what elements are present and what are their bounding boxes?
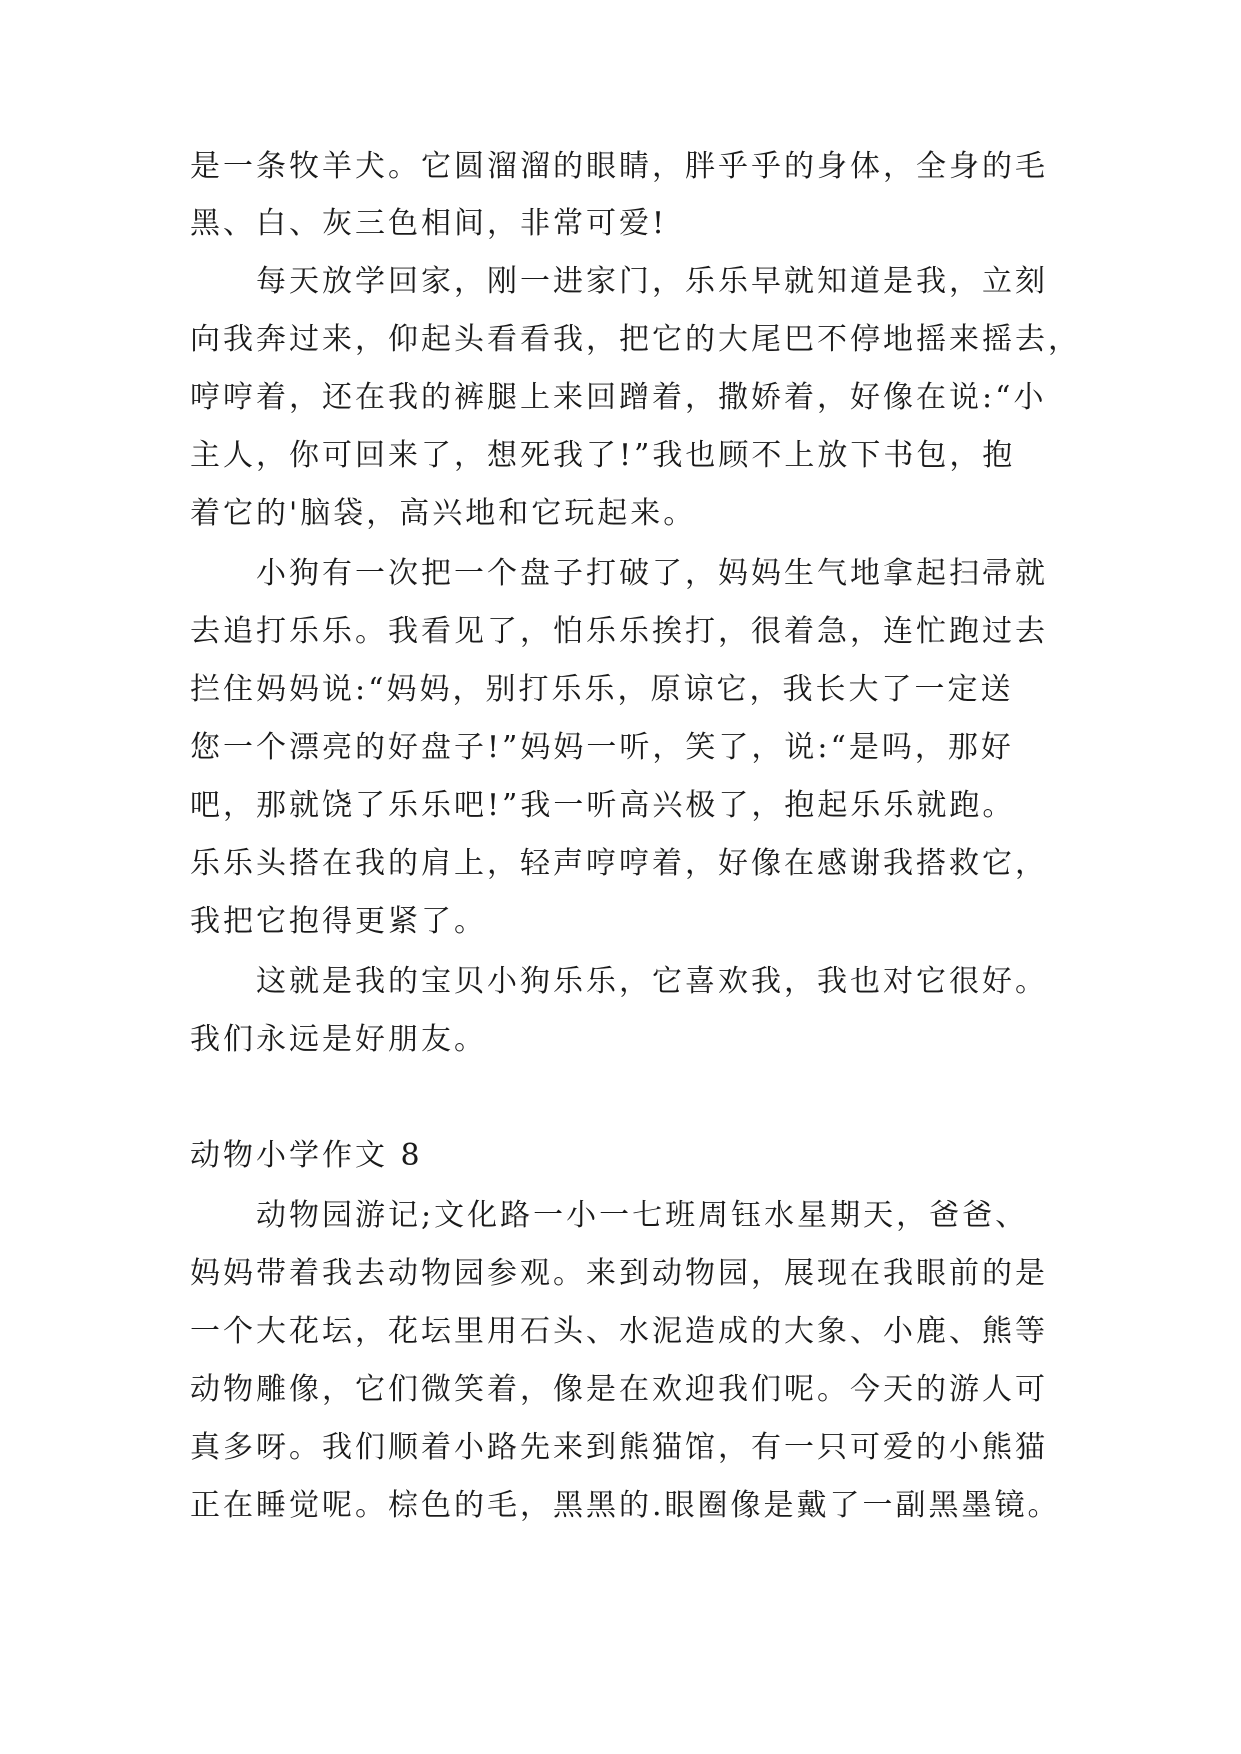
text-line: 乐乐头搭在我的肩上，轻声哼哼着，好像在感谢我搭救它，	[190, 846, 1048, 881]
section-heading: 动物小学作文 8	[190, 1138, 423, 1173]
text-line: 着它的'脑袋，高兴地和它玩起来。	[190, 496, 697, 531]
text-line: 这就是我的宝贝小狗乐乐，它喜欢我，我也对它很好。	[190, 964, 1048, 999]
text-line: 每天放学回家，刚一进家门，乐乐早就知道是我，立刻	[190, 264, 1048, 299]
text-line: 我把它抱得更紧了。	[190, 904, 487, 939]
text-line: 妈妈带着我去动物园参观。来到动物园，展现在我眼前的是	[190, 1256, 1048, 1291]
text-line: 黑、白、灰三色相间，非常可爱!	[190, 206, 668, 241]
text-line: 您一个漂亮的好盘子!”妈妈一听，笑了，说:“是吗，那好	[190, 730, 1014, 765]
text-line: 吧，那就饶了乐乐吧!”我一听高兴极了，抱起乐乐就跑。	[190, 788, 1016, 823]
text-line: 去追打乐乐。我看见了，怕乐乐挨打，很着急，连忙跑过去	[190, 614, 1048, 649]
text-line: 主人，你可回来了，想死我了!”我也顾不上放下书包，抱	[190, 438, 1016, 473]
text-line: 是一条牧羊犬。它圆溜溜的眼睛，胖乎乎的身体，全身的毛	[190, 149, 1048, 184]
text-line: 小狗有一次把一个盘子打破了，妈妈生气地拿起扫帚就	[190, 556, 1048, 591]
text-line: 向我奔过来，仰起头看看我，把它的大尾巴不停地摇来摇去，	[190, 322, 1081, 357]
text-line: 哼哼着，还在我的裤腿上来回蹭着，撒娇着，好像在说:“小	[190, 380, 1047, 415]
text-line: 拦住妈妈说:“妈妈，别打乐乐，原谅它，我长大了一定送	[190, 672, 1014, 707]
text-line: 真多呀。我们顺着小路先来到熊猫馆，有一只可爱的小熊猫	[190, 1430, 1048, 1465]
text-line: 动物园游记;文化路一小一七班周钰水星期天，爸爸、	[190, 1198, 1029, 1233]
text-line: 我们永远是好朋友。	[190, 1022, 487, 1057]
text-line: 一个大花坛，花坛里用石头、水泥造成的大象、小鹿、熊等	[190, 1314, 1048, 1349]
text-line: 正在睡觉呢。棕色的毛，黑黑的.眼圈像是戴了一副黑墨镜。	[190, 1488, 1061, 1523]
text-line: 动物雕像，它们微笑着，像是在欢迎我们呢。今天的游人可	[190, 1372, 1048, 1407]
